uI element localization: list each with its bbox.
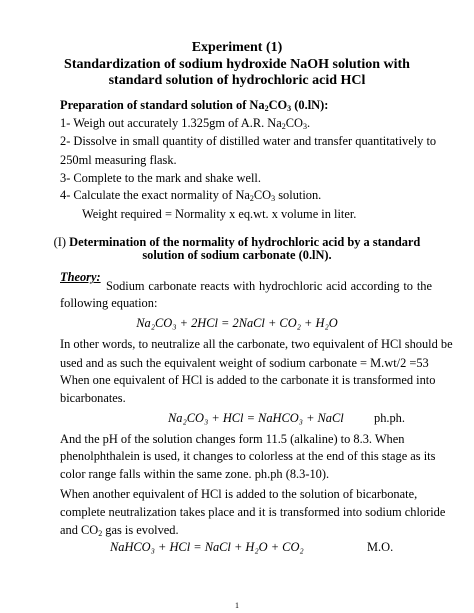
- equation-2: Na₂CO₃ + HCl = NaHCO₃ + NaCl: [168, 411, 344, 426]
- theory-p4-line-2: complete neutralization takes place and it is transformed into sodium chloride: [60, 505, 446, 519]
- theory-p2-line-3: When one equivalent of HCl is added to the carbonate it is transformed into: [60, 373, 436, 388]
- theory-p4-line-1: When another equivalent of HCl is added to the solution of bicarbonate,: [60, 487, 418, 501]
- theory-p1-line-1: Sodium carbonate reacts with hydrochloric acid according to the: [106, 278, 432, 293]
- prep-step-2-line-2: 250ml measuring flask.: [60, 152, 177, 167]
- prep-heading: Preparation of standard solution of $Na_2CO_3$ (0.lN):: [60, 97, 329, 113]
- weight-formula: Weight required = Normality x eq.wt. x volume in liter.: [82, 206, 357, 221]
- theory-p3-line-3: color range falls within the same zone. ph.ph (8.3-10).: [60, 467, 330, 482]
- theory-p1-line-2: following equation:: [60, 295, 158, 310]
- prep-step-2-line-1: 2- Dissolve in small quantity of distilled water and transfer quantitatively to: [60, 134, 437, 149]
- section-1-heading-line-2: solution of sodium carbonate (0.lN).: [142, 248, 332, 263]
- equation-2-tag: ph.ph.: [374, 411, 405, 426]
- page-number: 1: [235, 601, 239, 610]
- theory-p4-line-3: and $CO_2$ gas is evolved.: [60, 523, 179, 538]
- subtitle-line-2: standard solution of hydrochloric acid HCl: [108, 72, 366, 88]
- theory-p3-line-1: And the pH of the solution changes form 11.5 (alkaline) to 8.3. When: [60, 431, 405, 446]
- subtitle-line-1: Standardization of sodium hydroxide NaOH solution with: [64, 57, 410, 73]
- prep-step-4: 4- Calculate the exact normality of $Na_2CO_3$ solution.: [60, 188, 322, 204]
- theory-p2-line-4: bicarbonates.: [60, 391, 126, 405]
- equation-3-tag: M.O.: [367, 540, 394, 554]
- theory-label: Theory:: [60, 270, 101, 285]
- theory-p2-line-1: In other words, to neutralize all the carbonate, two equivalent of HCl should be: [60, 336, 453, 351]
- prep-step-1: 1- Weigh out accurately 1.325gm of A.R. $Na_2CO_3$.: [60, 116, 311, 132]
- theory-p2-line-2: used and as such the equivalent weight of sodium carbonate = M.wt/2 =53: [60, 355, 429, 370]
- theory-p3-line-2: phenolphthalein is used, it changes to colorless at the end of this stage as its: [60, 449, 436, 464]
- prep-step-3: 3- Complete to the mark and shake well.: [60, 170, 261, 185]
- equation-3: NaHCO₃ + HCl = NaCl + H₂O + CO₂: [110, 540, 304, 554]
- equation-1: Na₂CO₃ + 2HCl = 2NaCl + CO₂ + H₂O: [136, 315, 338, 330]
- experiment-title: Experiment (1): [191, 39, 283, 55]
- section-1-heading-line-1: (I) Determination of the normality of hydrochloric acid by a standard: [53, 234, 421, 249]
